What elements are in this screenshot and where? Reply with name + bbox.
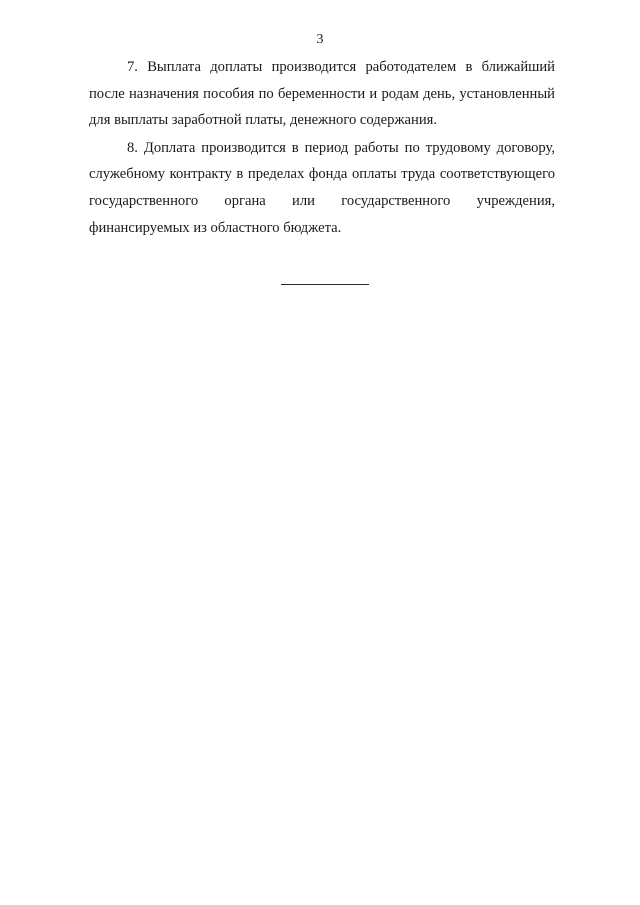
paragraph-7: 7. Выплата доплаты производится работодателем в ближайший после назначения пособия по беременности и родам день, установленный для выплаты заработной платы, денежного содержания. (89, 59, 555, 129)
paragraph-8: 8. Доплата производится в период работы по трудовому договору, служебному контракту в пределах фонда оплаты труда соответствующего государственного органа или государственного учреждения, финансируемых из областного бюджета. (89, 139, 555, 236)
document-body (89, 54, 555, 241)
end-of-document-rule (281, 284, 369, 285)
page-number: 3 (316, 32, 324, 47)
